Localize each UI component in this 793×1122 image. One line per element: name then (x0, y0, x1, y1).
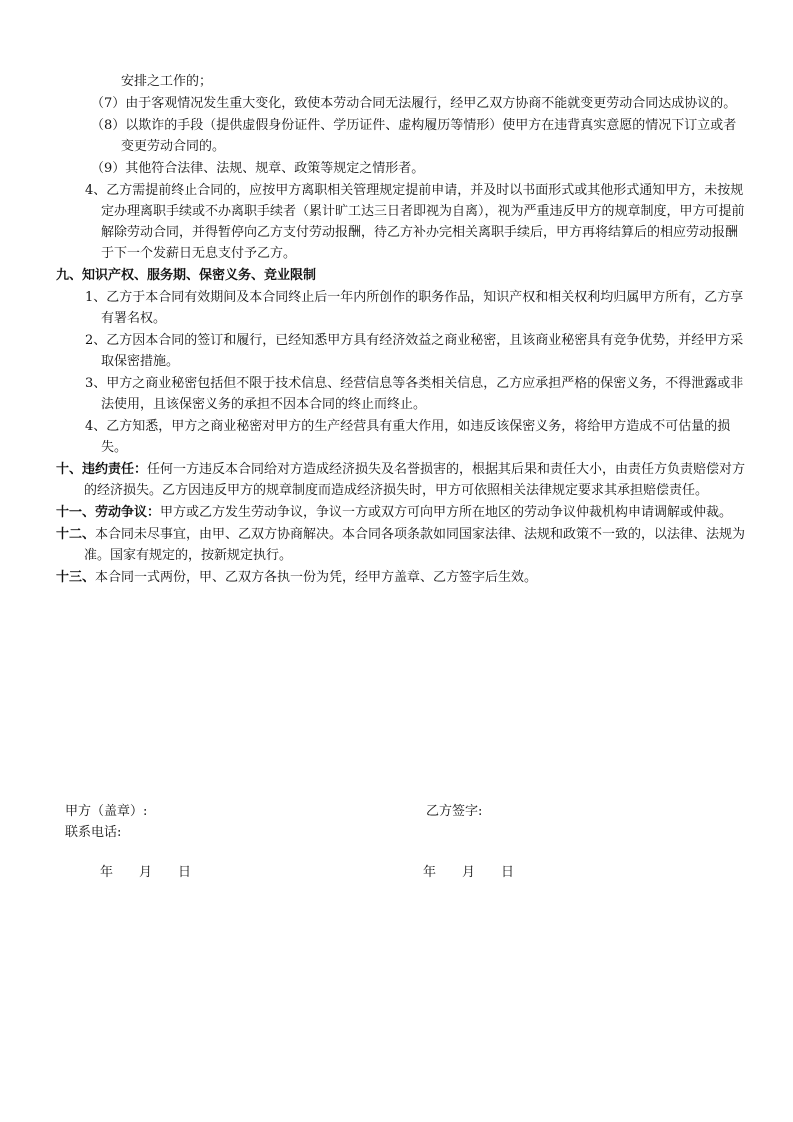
clause-text: 安排之工作的； (121, 74, 213, 89)
section-heading: 九、知识产权、服务期、保密义务、竞业限制 (56, 268, 317, 283)
clause-text: 3、甲方之商业秘密包括但不限于技术信息、经营信息等各类相关信息，乙方应承担严格的保密义务，不得泄露或非法使用，且该保密义务的承担不因本合同的终止而终止。 (85, 376, 744, 412)
section-heading: 十一、劳动争议： (56, 505, 161, 520)
clause-paragraph (56, 567, 746, 588)
clause-paragraph (56, 265, 746, 286)
clause-text: 4、乙方需提前终止合同的，应按甲方离职相关管理规定提前申请，并及时以书面形式或其他形式通知甲方，未按规定办理离职手续或不办离职手续者（累计旷工达三日者即视为自离），视为严重违反甲方的规章制度，甲方可提前解除劳动合同，并得暂停向乙方支付劳动报酬，待乙方补办完相关离职手续后，甲方再将结算后的相应劳动报酬于下一个发薪日无息支付予乙方。 (85, 183, 745, 261)
clause-text: （9）其他符合法律、法规、规章、政策等规定之情形者。 (91, 161, 425, 176)
clause-text: （8）以欺诈的手段（提供虚假身份证件、学历证件、虚构履历等情形）使甲方在违背真实意愿的情况下订立或者变更劳动合同的。 (91, 118, 737, 154)
section-heading: 十、违约责任： (56, 462, 148, 477)
clause-paragraph (56, 287, 746, 329)
clause-paragraph (56, 330, 746, 372)
party-a-date: 年 月 日 (100, 865, 192, 880)
clause-text: 甲方或乙方发生劳动争议，争议一方或双方可向甲方所在地区的劳动争议仲裁机构申请调解或仲裁。 (160, 505, 733, 520)
clause-paragraph (56, 115, 746, 157)
clause-text: 4、乙方知悉，甲方之商业秘密对甲方的生产经营具有重大作用，如违反该保密义务，将给甲方造成不可估量的损失。 (85, 419, 731, 455)
party-b-date: 年 月 日 (423, 865, 515, 880)
clause-paragraph (56, 502, 746, 523)
party-b-sign-label: 乙方签字: (426, 804, 483, 819)
clause-paragraph (56, 524, 746, 566)
clause-text: 本合同未尽事宜，由甲、乙双方协商解决。本合同各项条款如同国家法律、法规和政策不一致的，以法律、法规为准。国家有规定的，按新规定执行。 (84, 527, 746, 563)
clause-paragraph (56, 158, 746, 179)
clause-paragraph (56, 71, 746, 92)
clause-paragraph (56, 416, 746, 458)
clause-text: 本合同一式两份，甲、乙双方各执一份为凭，经甲方盖章、乙方签字后生效。 (95, 570, 538, 585)
contract-clauses (56, 71, 746, 589)
clause-paragraph (56, 93, 746, 114)
clause-text: 2、乙方因本合同的签订和履行，已经知悉甲方具有经济效益之商业秘密，且该商业秘密具有竞争优势，并经甲方采取保密措施。 (85, 333, 744, 369)
clause-paragraph (56, 459, 746, 501)
clause-paragraph (56, 373, 746, 415)
party-a-seal-label: 甲方（盖章）: (65, 804, 148, 819)
clause-text: （7）由于客观情况发生重大变化，致使本劳动合同无法履行，经甲乙双方协商不能就变更劳动合同达成协议的。 (91, 96, 737, 111)
section-heading: 十三、 (56, 570, 96, 585)
contact-phone-label: 联系电话: (65, 825, 122, 840)
clause-text: 任何一方违反本合同给对方造成经济损失及名誉损害的，根据其后果和责任大小，由责任方负责赔偿对方的经济损失。乙方因违反甲方的规章制度而造成经济损失时，甲方可依照相关法律规定要求其承担赔偿责任。 (84, 462, 746, 498)
clause-text: 1、乙方于本合同有效期间及本合同终止后一年内所创作的职务作品，知识产权和相关权利均归属甲方所有，乙方享有署名权。 (85, 290, 744, 326)
clause-paragraph (56, 180, 746, 264)
section-heading: 十二、 (56, 527, 96, 542)
